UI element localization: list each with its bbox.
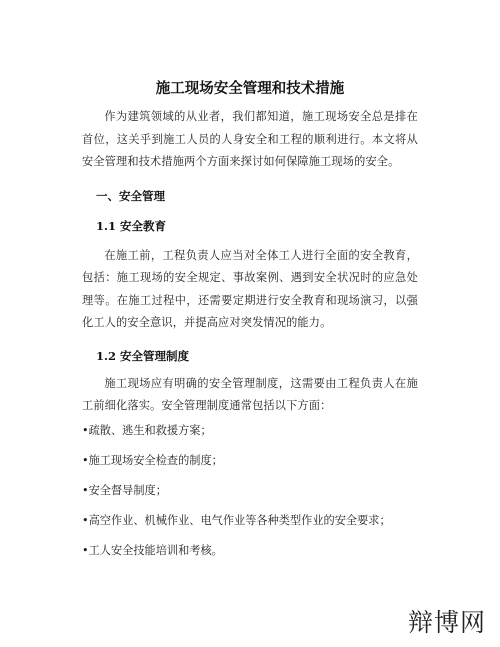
safety-system-list xyxy=(82,422,418,560)
site-watermark: 辩博网 xyxy=(407,608,486,637)
section-heading-safety-management: 一、安全管理 xyxy=(96,188,165,203)
list-item: •疏散、逃生和救援方案； xyxy=(82,423,212,437)
intro-paragraph: 作为建筑领域的从业者，我们都知道，施工现场安全总是排在首位，这关乎到施工人员的人身安全和工程的顺利进行。本文将从安全管理和技术措施两个方面来探讨如何保障施工现场的安全。 xyxy=(82,110,418,168)
list-item: •施工现场安全检查的制度； xyxy=(82,453,223,467)
list-item: •工人安全技能培训和考核。 xyxy=(82,543,223,557)
subsection-heading-safety-system: 1.2 安全管理制度 xyxy=(96,348,190,363)
subsection-heading-safety-education: 1.1 安全教育 xyxy=(96,218,167,233)
list-item: •安全督导制度； xyxy=(82,483,167,497)
list-item: •高空作业、机械作业、电气作业等各种类型作业的安全要求； xyxy=(82,513,391,527)
safety-education-paragraph: 在施工前，工程负责人应当对全体工人进行全面的安全教育，包括：施工现场的安全规定、事故案例、遇到安全状况时的应急处理等。在施工过程中，还需要定期进行安全教育和现场演习，以强化工人的安全意识，并提高应对突发情况的能力。 xyxy=(82,248,418,329)
safety-system-paragraph: 施工现场应有明确的安全管理制度，这需要由工程负责人在施工前细化落实。安全管理制度通常包括以下方面： xyxy=(82,376,418,412)
document-title: 施工现场安全管理和技术措施 xyxy=(155,81,345,97)
